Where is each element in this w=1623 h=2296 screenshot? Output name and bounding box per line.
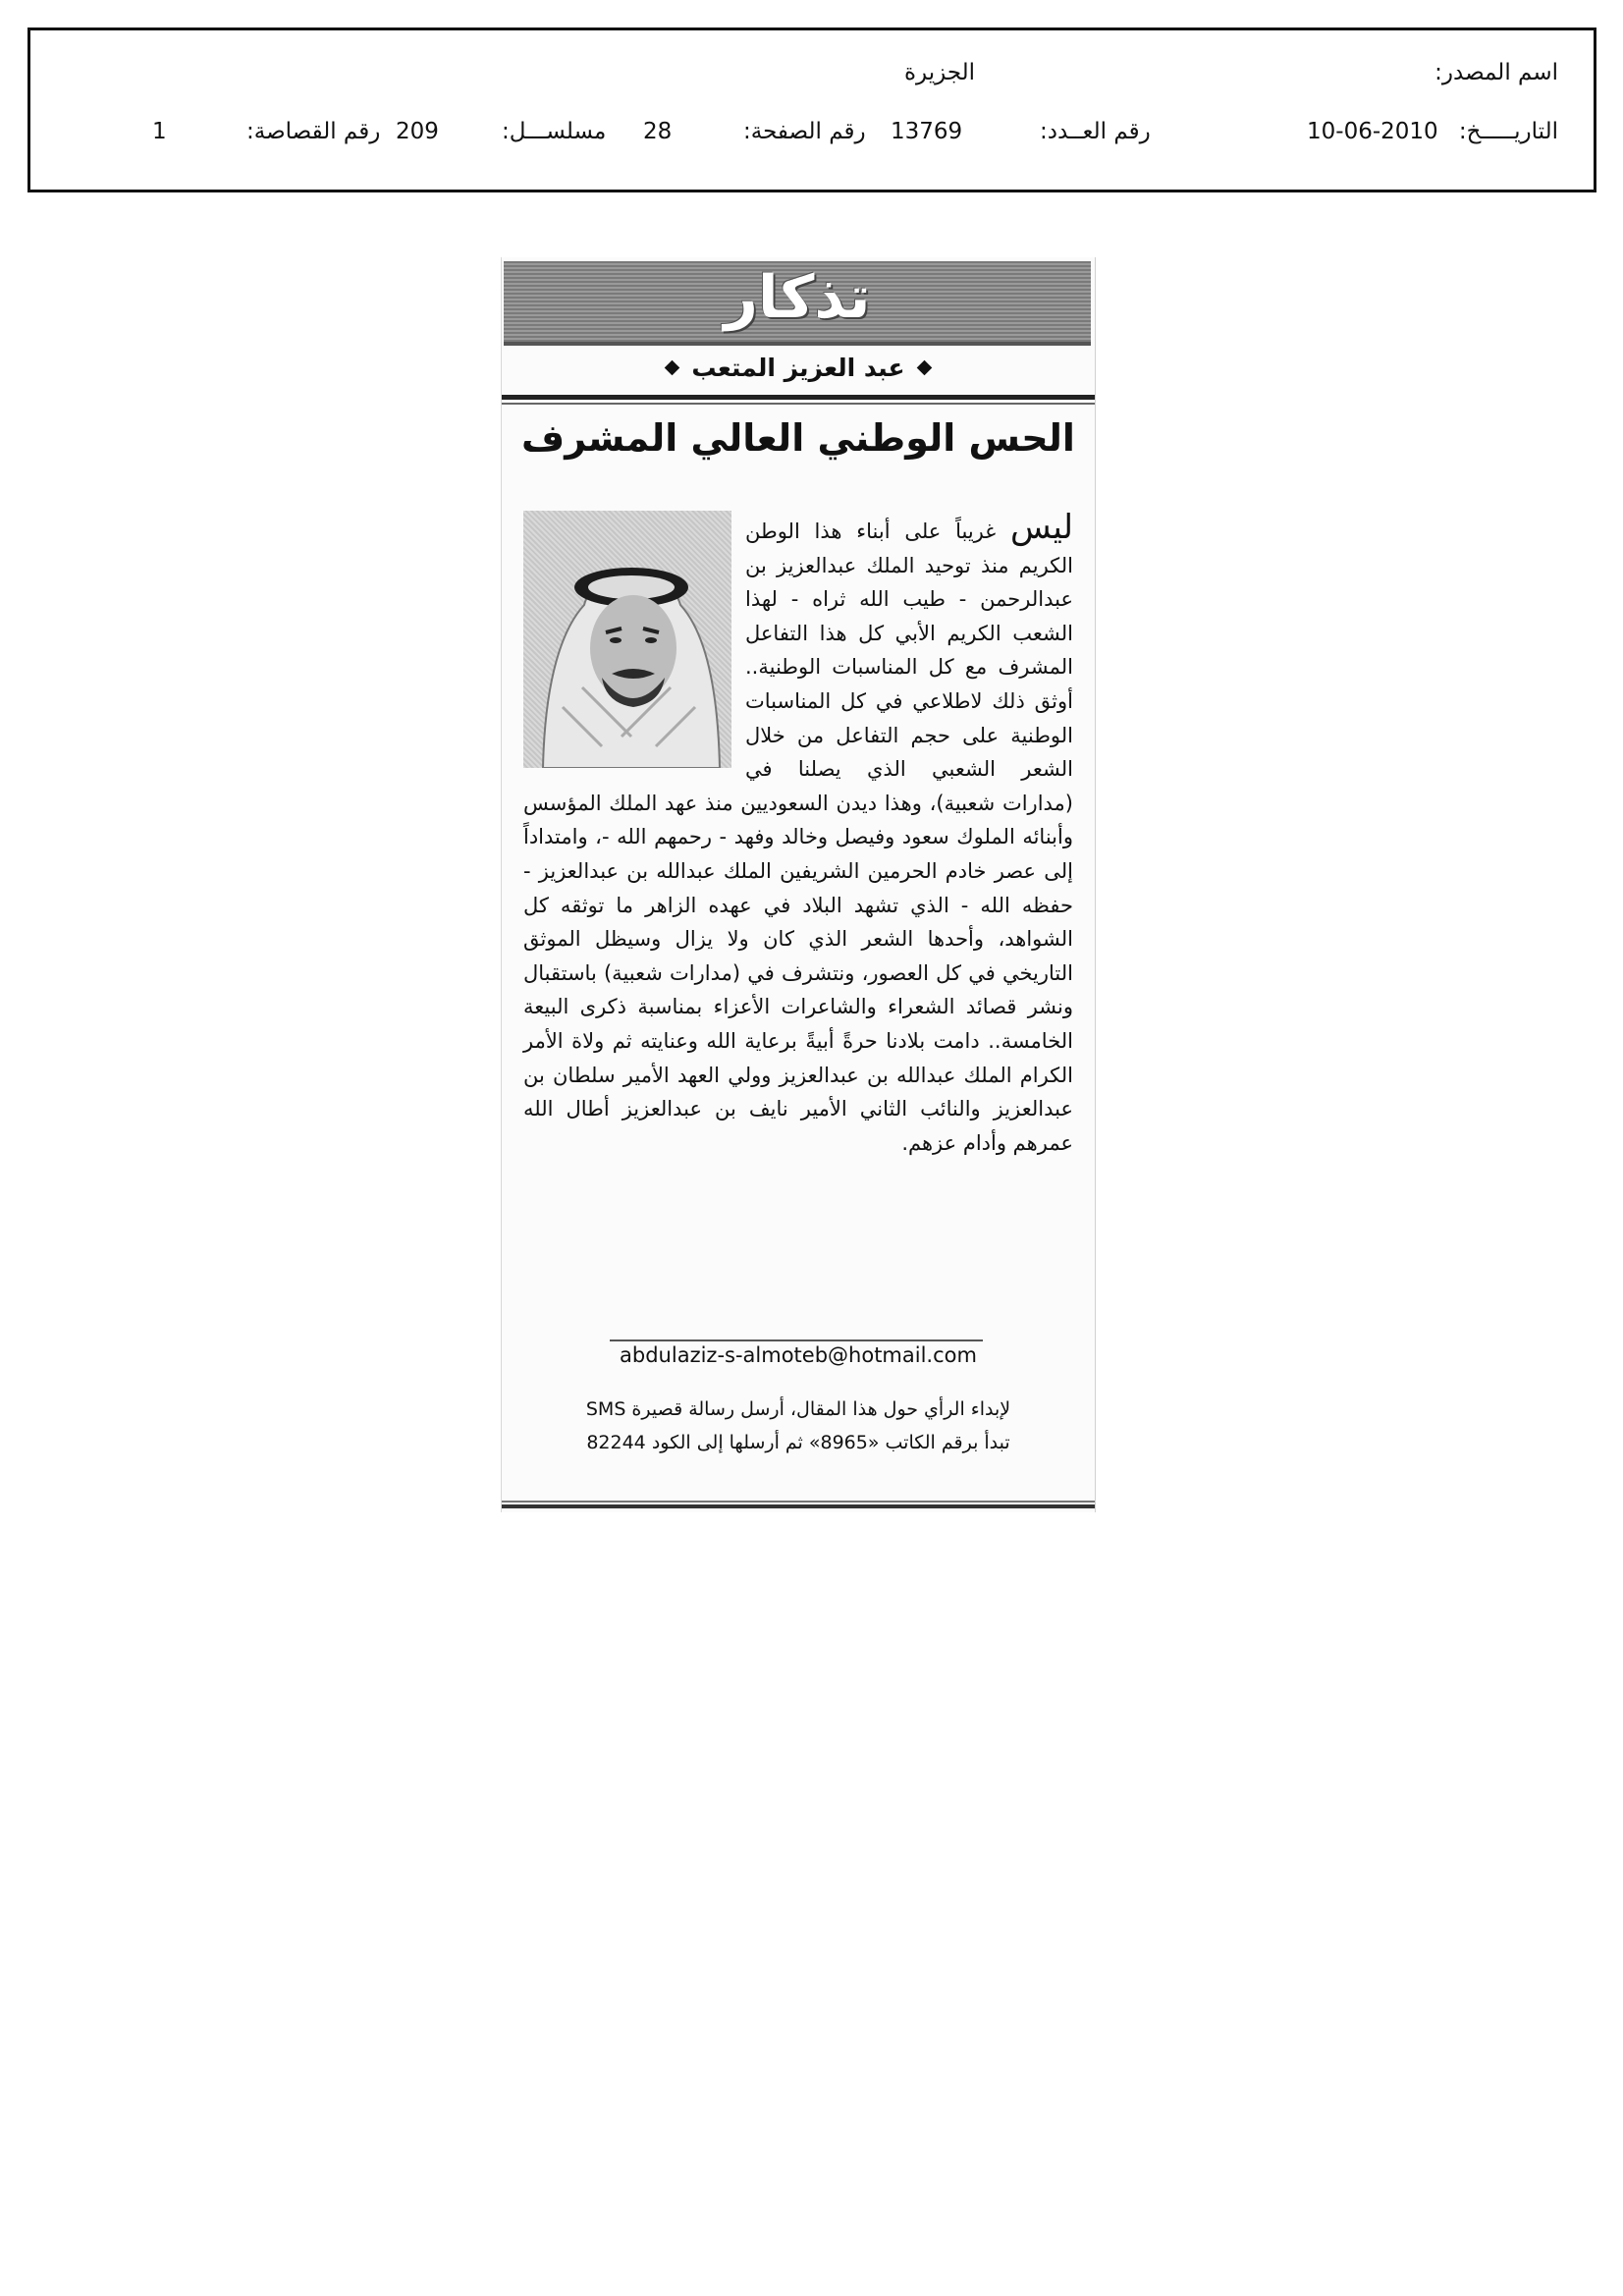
author-email: abdulaziz-s-almoteb@hotmail.com — [620, 1343, 977, 1367]
diamond-icon — [665, 359, 680, 375]
divider — [502, 1504, 1095, 1508]
divider — [502, 395, 1095, 400]
date-value: 10-06-2010 — [1307, 119, 1438, 144]
clipping-metadata-box — [27, 27, 1596, 192]
column-name: تذكار — [724, 263, 871, 332]
sms-line-2: تبدأ برقم الكاتب «8965» ثم أرسلها إلى الكود 82244 — [586, 1432, 1010, 1453]
date-label: التاريـــــخ: — [1458, 119, 1558, 144]
article-first-word: ليس — [1010, 508, 1073, 547]
article-body — [523, 508, 1073, 1160]
sms-line-1: لإبداء الرأي حول هذا المقال، أرسل رسالة قصيرة SMS — [585, 1398, 1011, 1420]
divider — [502, 1501, 1095, 1503]
divider — [502, 403, 1095, 405]
page-value: 28 — [643, 119, 673, 144]
issue-label: رقم العــدد: — [1040, 119, 1151, 144]
serial-label: مسلســـل: — [502, 119, 607, 144]
newspaper-clipping — [501, 257, 1096, 1512]
page-label: رقم الصفحة: — [743, 119, 866, 144]
article-text: غريباً على أبناء هذا الوطن الكريم منذ توحيد الملك عبدالعزيز بن عبدالرحمن - طيب الله ثراه - لهذا الشعب الكريم الأبي كل هذا التفاعل المشرف مع كل المناسبات الوطنية.. أوثق ذلك لاطلاعي في كل المناسبات الوطنية على حجم التفاعل من خلال الشعر الشعبي الذي يصلنا في (مدارات شعبية)، وهذا ديدن السعوديين منذ عهد الملك المؤسس وأبنائه الملوك سعود وفيصل وخالد وفهد - رحمهم الله -، وامتداداً إلى عصر خادم الحرمين الشريفين الملك عبدالله بن عبدالعزيز - حفظه الله - الذي تشهد البلاد في عهده الزاهر ما توثقه كل الشواهد، وأحدها الشعر الذي كان ولا يزال وسيظل الموثق التاريخي في كل العصور، ونتشرف في (مدارات شعبية) باستقبال ونشر قصائد الشعراء والشاعرات الأعزاء بمناسبة ذكرى البيعة الخامسة.. دامت بلادنا حرةً أبيةً برعاية الله وعنايته ثم ولاة الأمر الكرام الملك عبدالله بن عبدالعزيز وولي العهد الأمير سلطان بن عبدالعزيز والنائب الثاني الأمير نايف بن عبدالعزيز أطال الله عمرهم وأدام عزهم. — [523, 519, 1073, 1155]
issue-value: 13769 — [891, 119, 963, 144]
clipping-value: 1 — [152, 119, 167, 144]
author-name: عبد العزيز المتعب — [691, 353, 905, 382]
source-value: الجزيرة — [904, 60, 976, 85]
article-headline: الحس الوطني العالي المشرف — [521, 416, 1075, 460]
divider — [610, 1339, 983, 1341]
author-byline — [502, 348, 1095, 387]
sms-instructions — [541, 1393, 1055, 1459]
serial-value: 209 — [396, 119, 439, 144]
source-label: اسم المصدر: — [1434, 60, 1558, 85]
diamond-icon — [916, 359, 932, 375]
author-photo — [523, 511, 731, 768]
clipping-label: رقم القصاصة: — [246, 119, 381, 144]
column-banner — [504, 261, 1091, 346]
author-portrait-icon — [523, 511, 731, 768]
